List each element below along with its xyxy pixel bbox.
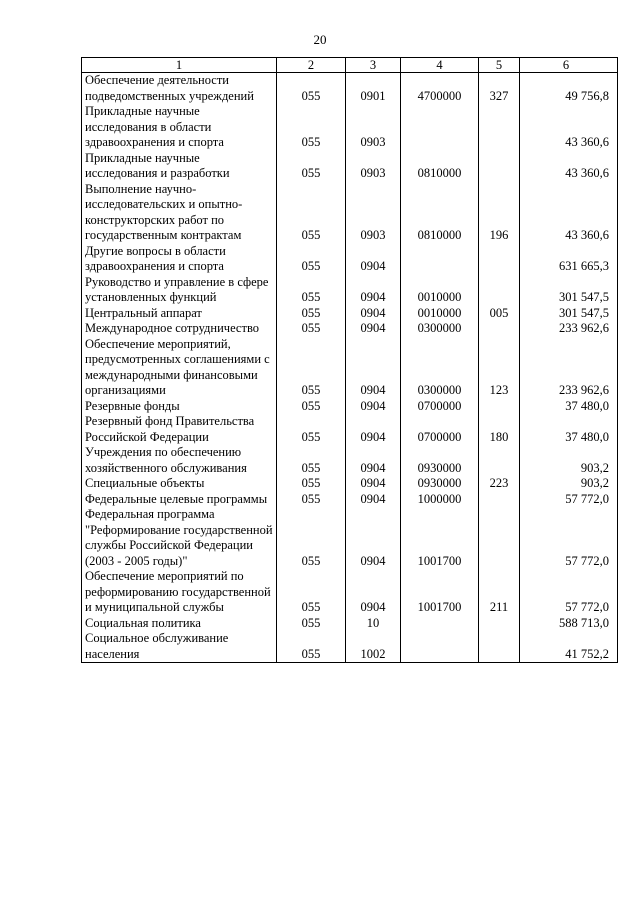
table-row [82,414,618,445]
row-target-cell: 0700000 [401,399,479,415]
row-target-cell [401,616,479,632]
row-code-cell: 055 [277,244,346,275]
table-row [82,476,618,492]
row-kind-cell: 005 [479,306,520,322]
row-name-cell: Учреждения по обеспечению хозяйственного обслуживания [82,445,277,476]
row-target-cell: 0010000 [401,306,479,322]
row-target-cell: 0300000 [401,337,479,399]
row-target-cell: 0300000 [401,321,479,337]
row-name-cell: Международное сотрудничество [82,321,277,337]
row-kind-cell: 196 [479,182,520,244]
row-name-cell: Руководство и управление в сфере установленных функций [82,275,277,306]
row-amount-cell: 57 772,0 [520,569,618,616]
row-amount-cell: 43 360,6 [520,104,618,151]
row-code-cell: 055 [277,414,346,445]
row-kind-cell: 211 [479,569,520,616]
row-name-cell: Прикладные научные исследования и разработки [82,151,277,182]
table-row [82,337,618,399]
row-kind-cell [479,399,520,415]
row-target-cell: 0010000 [401,275,479,306]
row-kind-cell: 327 [479,73,520,105]
row-code-cell: 055 [277,321,346,337]
table-row [82,306,618,322]
row-section-cell: 0904 [346,244,401,275]
row-code-cell: 055 [277,445,346,476]
row-name-cell: Обеспечение мероприятий, предусмотренных соглашениями с международными финансовыми организациями [82,337,277,399]
row-amount-cell: 301 547,5 [520,275,618,306]
row-kind-cell [479,104,520,151]
row-section-cell: 0904 [346,445,401,476]
row-kind-cell [479,507,520,569]
row-code-cell: 055 [277,182,346,244]
row-section-cell: 0904 [346,492,401,508]
table-row [82,104,618,151]
row-amount-cell: 631 665,3 [520,244,618,275]
row-target-cell: 1001700 [401,569,479,616]
row-name-cell: Федеральные целевые программы [82,492,277,508]
row-amount-cell: 49 756,8 [520,73,618,105]
column-header-6: 6 [520,58,618,73]
row-kind-cell [479,445,520,476]
row-kind-cell: 180 [479,414,520,445]
row-section-cell: 1002 [346,631,401,663]
row-name-cell: Прикладные научные исследования в области здравоохранения и спорта [82,104,277,151]
table-row [82,275,618,306]
row-kind-cell [479,321,520,337]
budget-table [81,57,618,663]
row-name-cell: Резервный фонд Правительства Российской Федерации [82,414,277,445]
row-amount-cell: 43 360,6 [520,182,618,244]
row-code-cell: 055 [277,631,346,663]
row-target-cell [401,104,479,151]
row-code-cell: 055 [277,73,346,105]
row-amount-cell: 41 752,2 [520,631,618,663]
table-row [82,569,618,616]
row-amount-cell: 37 480,0 [520,414,618,445]
table-body [82,73,618,663]
row-target-cell [401,244,479,275]
table-row [82,321,618,337]
row-name-cell: Резервные фонды [82,399,277,415]
row-kind-cell [479,151,520,182]
table-row [82,151,618,182]
row-section-cell: 0904 [346,476,401,492]
row-kind-cell [479,244,520,275]
row-name-cell: Обеспечение деятельности подведомственных учреждений [82,73,277,105]
row-name-cell: Социальная политика [82,616,277,632]
row-kind-cell: 223 [479,476,520,492]
row-kind-cell: 123 [479,337,520,399]
row-name-cell: Специальные объекты [82,476,277,492]
row-amount-cell: 37 480,0 [520,399,618,415]
row-section-cell: 10 [346,616,401,632]
row-code-cell: 055 [277,306,346,322]
row-target-cell: 1000000 [401,492,479,508]
row-code-cell: 055 [277,104,346,151]
row-target-cell: 4700000 [401,73,479,105]
row-amount-cell: 903,2 [520,445,618,476]
row-amount-cell: 233 962,6 [520,321,618,337]
row-section-cell: 0903 [346,182,401,244]
table-row [82,399,618,415]
row-amount-cell: 43 360,6 [520,151,618,182]
row-section-cell: 0904 [346,414,401,445]
table-row [82,507,618,569]
row-name-cell: Федеральная программа "Реформирование государственной службы Российской Федерации (2003 - 2005 годы)" [82,507,277,569]
column-header-4: 4 [401,58,479,73]
row-section-cell: 0904 [346,507,401,569]
table-row [82,616,618,632]
row-code-cell: 055 [277,569,346,616]
table-row [82,492,618,508]
row-code-cell: 055 [277,275,346,306]
column-header-5: 5 [479,58,520,73]
row-code-cell: 055 [277,337,346,399]
row-kind-cell [479,275,520,306]
row-code-cell: 055 [277,151,346,182]
row-target-cell: 0930000 [401,445,479,476]
row-name-cell: Центральный аппарат [82,306,277,322]
row-name-cell: Другие вопросы в области здравоохранения и спорта [82,244,277,275]
row-target-cell: 0810000 [401,151,479,182]
row-code-cell: 055 [277,616,346,632]
row-kind-cell [479,631,520,663]
table-row [82,631,618,663]
row-amount-cell: 588 713,0 [520,616,618,632]
row-code-cell: 055 [277,399,346,415]
row-kind-cell [479,492,520,508]
column-header-3: 3 [346,58,401,73]
row-amount-cell: 903,2 [520,476,618,492]
row-target-cell: 0930000 [401,476,479,492]
row-kind-cell [479,616,520,632]
row-amount-cell: 233 962,6 [520,337,618,399]
row-section-cell: 0904 [346,275,401,306]
table-row [82,73,618,105]
row-section-cell: 0904 [346,321,401,337]
header-row [82,58,618,73]
row-section-cell: 0903 [346,151,401,182]
column-header-1: 1 [82,58,277,73]
table-row [82,445,618,476]
table-row [82,244,618,275]
table-row [82,182,618,244]
page-number: 20 [313,32,327,47]
row-name-cell: Обеспечение мероприятий по реформированию государственной и муниципальной службы [82,569,277,616]
row-amount-cell: 57 772,0 [520,507,618,569]
row-section-cell: 0904 [346,569,401,616]
row-code-cell: 055 [277,507,346,569]
row-amount-cell: 301 547,5 [520,306,618,322]
row-name-cell: Социальное обслуживание населения [82,631,277,663]
row-code-cell: 055 [277,492,346,508]
row-section-cell: 0904 [346,306,401,322]
row-target-cell: 1001700 [401,507,479,569]
column-header-2: 2 [277,58,346,73]
row-name-cell: Выполнение научно-исследовательских и опытно-конструкторских работ по государственным контрактам [82,182,277,244]
row-amount-cell: 57 772,0 [520,492,618,508]
row-section-cell: 0901 [346,73,401,105]
row-target-cell [401,631,479,663]
row-section-cell: 0904 [346,399,401,415]
row-target-cell: 0700000 [401,414,479,445]
row-section-cell: 0903 [346,104,401,151]
row-code-cell: 055 [277,476,346,492]
row-target-cell: 0810000 [401,182,479,244]
row-section-cell: 0904 [346,337,401,399]
